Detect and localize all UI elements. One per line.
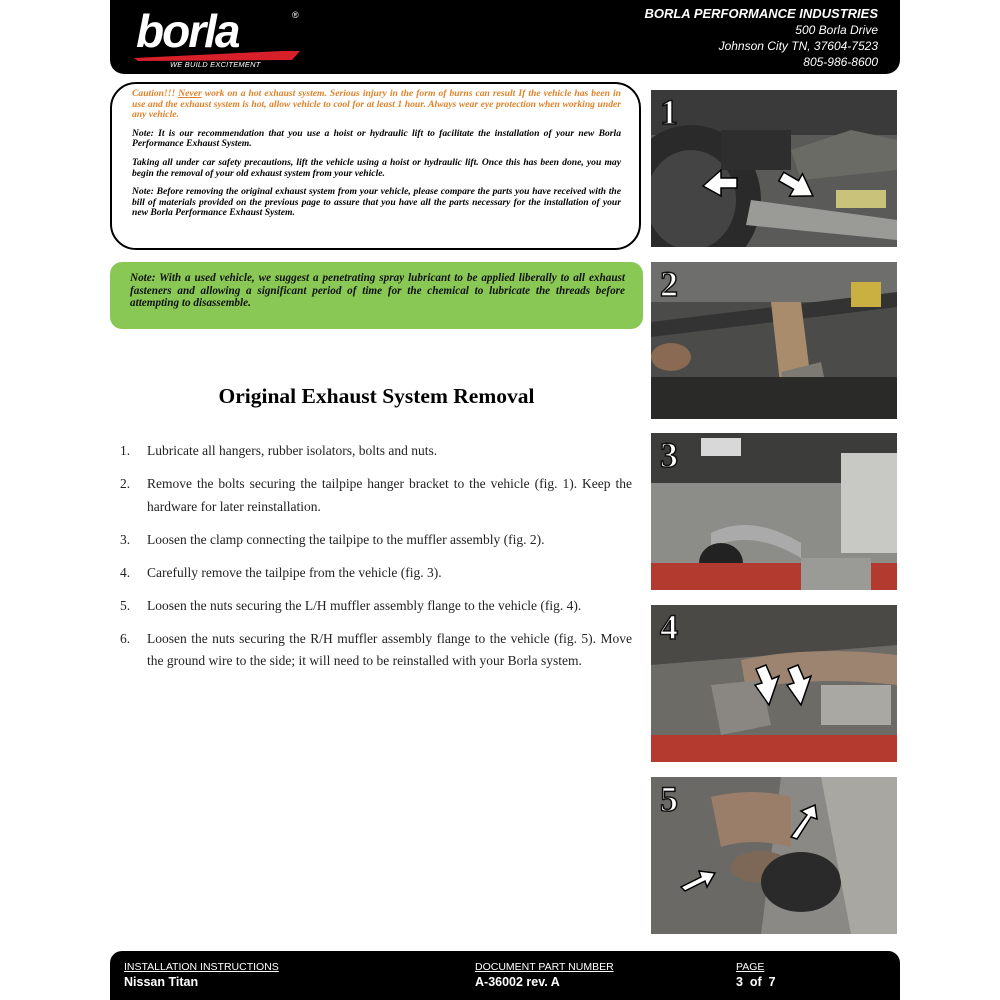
footer-vehicle: Nissan Titan <box>124 975 199 989</box>
step-number: 5. <box>120 597 131 613</box>
figure-5-photo <box>651 777 897 934</box>
figure-2-photo <box>651 262 897 419</box>
figure-3-photo <box>651 433 897 590</box>
figure-1-number: 1 <box>660 92 678 132</box>
fig3-illustration <box>651 433 897 590</box>
caution-rest: work on a hot exhaust system. Serious injury in the form of burns can result If the vehicle has been in use and the exhaust system is hot, allow vehicle to cool for at least 1 hour. Always wear eye protection when working under any vehicle. <box>132 88 621 121</box>
logo-tagline: WE BUILD EXCITEMENT <box>170 60 261 69</box>
company-info <box>644 6 878 70</box>
logo-wordmark: borla <box>136 5 239 57</box>
figure-3-number: 3 <box>660 435 678 475</box>
figure-4-number: 4 <box>660 607 678 647</box>
company-phone: 805-986-8600 <box>803 55 878 69</box>
caution-prefix: Caution!!! <box>132 88 179 99</box>
step-text: Carefully remove the tailpipe from the vehicle (fig. 3). <box>147 564 442 580</box>
note-safety: Taking all under car safety precautions, lift the vehicle using a hoist or hydraulic lift. Once this has been done, you may begin the removal of your old exhaust system from your vehicle. <box>132 156 621 179</box>
note-hoist: Note: It is our recommendation that you use a hoist or hydraulic lift to facilitate the installation of your new Borla Performance Exhaust System. <box>132 127 621 150</box>
step-item <box>120 628 632 673</box>
footer-part-number-label: DOCUMENT PART NUMBER <box>475 961 614 973</box>
caution-box <box>110 82 641 250</box>
step-text: Remove the bolts securing the tailpipe hanger bracket to the vehicle (fig. 1). Keep the hardware for later reinstallation. <box>147 476 632 514</box>
page-header <box>110 0 900 74</box>
removal-steps <box>120 440 632 683</box>
step-number: 3. <box>120 531 131 547</box>
fig1-illustration <box>651 90 897 247</box>
footer-page-value: 3 of 7 <box>736 975 776 989</box>
step-number: 1. <box>120 443 131 458</box>
step-number: 4. <box>120 564 131 580</box>
figure-1-photo <box>651 90 897 247</box>
footer-instructions <box>124 961 279 990</box>
fig5-illustration <box>651 777 897 934</box>
footer-part-number-value: A-36002 rev. A <box>475 975 560 989</box>
step-item <box>120 595 632 618</box>
company-address-line1: 500 Borla Drive <box>795 23 878 37</box>
registered-mark: ® <box>292 10 299 20</box>
step-item <box>120 529 632 552</box>
footer-part-number <box>475 961 614 990</box>
caution-text <box>132 89 621 121</box>
footer-instructions-label: INSTALLATION INSTRUCTIONS <box>124 961 279 973</box>
figure-2-number: 2 <box>660 264 678 304</box>
figure-5-number: 5 <box>660 779 678 819</box>
step-item <box>120 473 632 518</box>
fig2-illustration <box>651 262 897 419</box>
page-footer <box>110 951 900 1000</box>
step-item <box>120 440 632 463</box>
company-address-line2: Johnson City TN, 37604-7523 <box>718 39 878 53</box>
company-name: BORLA PERFORMANCE INDUSTRIES <box>644 6 878 21</box>
step-number: 2. <box>120 476 131 491</box>
step-text: Loosen the nuts securing the R/H muffler assembly flange to the vehicle (fig. 5). Move the ground wire to the side; it will need to be reinstalled with your Borla system. <box>147 630 632 668</box>
step-number: 6. <box>120 630 131 646</box>
lubricant-note: Note: With a used vehicle, we suggest a penetrating spray lubricant to be applied liberally to all exhaust fasteners and allowing a significant period of time for the chemical to lubricate the threads before attempting to disassemble. <box>110 262 643 329</box>
fig4-illustration <box>651 605 897 762</box>
caution-never: Never <box>178 88 202 99</box>
step-text: Loosen the clamp connecting the tailpipe to the muffler assembly (fig. 2). <box>147 531 545 547</box>
note-bill-of-materials: Note: Before removing the original exhaust system from your vehicle, please compare the parts you have received with the bill of materials provided on the previous page to assure that you have all the parts necessary for the installation of your new Borla Performance Exhaust System. <box>132 186 621 219</box>
borla-logo <box>132 6 302 70</box>
section-title: Original Exhaust System Removal <box>218 384 535 408</box>
step-text: Loosen the nuts securing the L/H muffler assembly flange to the vehicle (fig. 4). <box>147 597 582 613</box>
figure-4-photo <box>651 605 897 762</box>
step-item <box>120 562 632 585</box>
step-text: Lubricate all hangers, rubber isolators, bolts and nuts. <box>147 443 438 458</box>
footer-page <box>736 961 776 990</box>
footer-page-label: PAGE <box>736 961 765 973</box>
